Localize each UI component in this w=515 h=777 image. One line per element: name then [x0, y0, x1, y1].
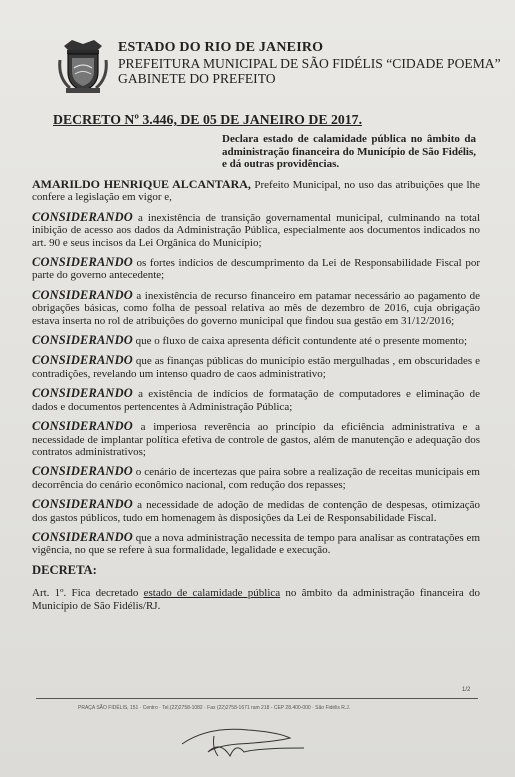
consideration-text: a inexistência de transição governamental municipal, culminando na total inibição de acesso aos dados da Administração Pública, especialmente aos documentos indicados no art. 90 e seus incisos da Lei Orgânica do Município; [32, 211, 480, 249]
considering-label: CONSIDERANDO [32, 386, 133, 401]
consideration-7 [32, 420, 480, 458]
article-text-before: Fica decretado [66, 587, 144, 600]
article-1 [32, 587, 480, 612]
article-label: Art. 1º. [32, 587, 67, 600]
preamble [32, 178, 480, 204]
footer-address: PRAÇA SÃO FIDÉLIS, 151 · Centro · Tel.(22)2758-1082 · Fax (22)2758-1671 ram 218 - CEP 28.400-000 · São Fidélis R.J. [78, 705, 351, 711]
consideration-text: que a nova administração necessita de tempo para analisar as contratações em vigência, no que se refere à sua formalidade, legalidade e execução. [32, 531, 480, 557]
consideration-text: a necessidade de adoção de medidas de contenção de despesas, otimização dos gastos públicos, tudo em homenagem às disposições da Lei de Responsabilidade Fiscal. [32, 499, 480, 524]
considering-label: CONSIDERANDO [32, 287, 133, 302]
office-name: GABINETE DO PREFEITO [118, 71, 276, 86]
consideration-9 [32, 498, 480, 524]
consideration-text: a imperiosa reverência ao princípio da eficiência administrativa e a necessidade de implantar política efetiva de controle de gastos, além de manutenção e adequação dos contratos administrativos; [32, 421, 480, 458]
consideration-10 [32, 531, 480, 557]
consideration-text: que as finanças públicas do município estão mergulhadas , em obscuridades e contradições, revelando um intenso quadro de caos administrativo; [32, 355, 480, 380]
decreta-heading: DECRETA: [32, 562, 97, 577]
consideration-text: que o fluxo de caixa apresenta déficit contundente até o presente momento; [132, 335, 468, 348]
considering-label: CONSIDERANDO [32, 419, 133, 434]
page-number: 1/2 [462, 687, 471, 693]
considering-label: CONSIDERANDO [32, 209, 133, 224]
considering-label: CONSIDERANDO [32, 255, 133, 270]
municipal-coat-of-arms-icon [58, 38, 108, 94]
consideration-4 [32, 334, 480, 347]
consideration-1 [32, 211, 480, 249]
consideration-text: os fortes indícios de descumprimento da Lei de Responsabilidade Fiscal por parte do governo antecedente; [32, 257, 480, 282]
article-text-after: no âmbito da administração financeira do Município de São Fidélis/RJ. [32, 587, 480, 612]
considering-label: CONSIDERANDO [32, 464, 133, 479]
prefecture-name: PREFEITURA MUNICIPAL DE SÃO FIDÉLIS “CIDADE POEMA” [118, 56, 501, 71]
state-name: ESTADO DO RIO DE JANEIRO [118, 40, 324, 55]
footer-divider [36, 698, 478, 699]
consideration-3 [32, 289, 480, 327]
decree-body [32, 178, 480, 619]
decree-summary: Declara estado de calamidade pública no âmbito da administração financeira do Município de São Fidélis, e dá outras providências. [222, 133, 476, 170]
considering-label: CONSIDERANDO [32, 353, 133, 368]
consideration-text: o cenário de incertezas que paira sobre a realização de receitas municipais em decorrência do cenário econômico nacional, com redução dos repasses; [32, 466, 480, 491]
considering-label: CONSIDERANDO [32, 497, 133, 512]
article-underlined-term: estado de calamidade pública [143, 587, 281, 600]
mayor-name: AMARILDO HENRIQUE ALCANTARA, [32, 177, 251, 191]
consideration-6 [32, 387, 480, 413]
consideration-8 [32, 465, 480, 491]
preamble-text: Prefeito Municipal, no uso das atribuições que lhe confere a legislação em vigor e, [32, 179, 480, 204]
consideration-2 [32, 256, 480, 282]
consideration-text: a inexistência de recurso financeiro em patamar necessário ao pagamento de obrigações básicas, como folha de pessoal relativa ao mês de dezembro de 2016, cuja obrigação estava inserta no rol de atribuições do governo municipal que findou sua gestão em 31/12/2016; [32, 289, 480, 327]
signature-icon [178, 722, 308, 762]
consideration-5 [32, 354, 480, 380]
considering-label: CONSIDERANDO [32, 529, 133, 544]
consideration-text: a existência de indícios de formatação de computadores e eliminação de dados e documentos pertencentes à Administração Pública; [32, 388, 480, 413]
decree-title: DECRETO Nº 3.446, DE 05 DE JANEIRO DE 2017. [53, 112, 363, 127]
letterhead [118, 40, 508, 86]
considering-label: CONSIDERANDO [32, 333, 133, 348]
